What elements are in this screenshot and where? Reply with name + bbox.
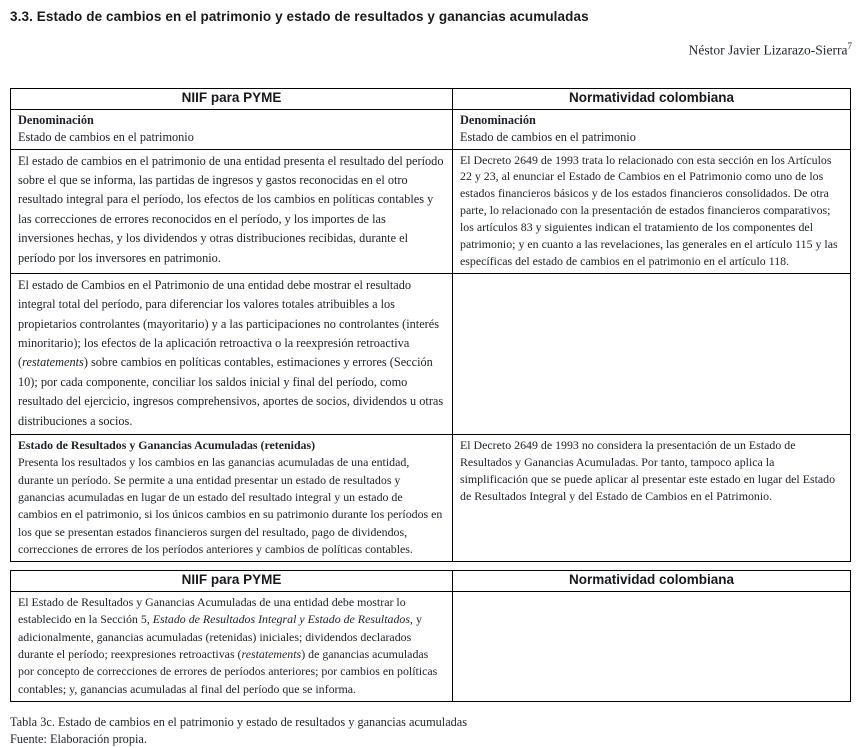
table1-row-contenido bbox=[11, 273, 851, 434]
comparison-table-1 bbox=[10, 88, 851, 563]
table1-header-niif: NIIF para PYME bbox=[11, 88, 453, 109]
author-name: Néstor Javier Lizarazo-Sierra bbox=[688, 42, 848, 58]
table2-header-niif: NIIF para PYME bbox=[11, 571, 453, 592]
table1-cell-resultados-niif bbox=[11, 435, 453, 562]
table-source: Fuente: Elaboración propia. bbox=[10, 731, 147, 746]
paragraph: El Decreto 2649 de 1993 no considera la presentación de un Estado de Resultados y Ganancias Acumuladas. Por tanto, tampoco aplica la simplificación que se puede aplicar al presentar este estado en lugar del Estado de Resultados Integral y del Estado de Cambios en el Patrimonio. bbox=[460, 438, 836, 503]
table2-cell-niif bbox=[11, 592, 453, 702]
table1-header-colombia: Normatividad colombiana bbox=[453, 88, 851, 109]
table2-header-row bbox=[11, 571, 851, 592]
comparison-table-2 bbox=[10, 570, 851, 702]
table2-cell-colombia-empty bbox=[453, 592, 851, 702]
author-byline bbox=[0, 41, 860, 59]
page-title: 3.3. Estado de cambios en el patrimonio y estado de resultados y ganancias acumuladas bbox=[10, 9, 589, 24]
resultados-heading: Estado de Resultados y Ganancias Acumuladas (retenidas) bbox=[18, 438, 316, 453]
table1-row-presentacion bbox=[11, 149, 851, 273]
table-caption-block bbox=[10, 714, 860, 748]
table1-header-row bbox=[11, 88, 851, 109]
table1-cell-presentacion-niif bbox=[11, 149, 453, 273]
paragraph: El estado de Cambios en el Patrimonio de una entidad debe mostrar el resultado integral total del período, para diferenciar los valores totales atribuibles a los propietarios controlantes (mayoritario) y a las participaciones no controlantes (interés minoritario); los efectos de la aplicación retroactiva o la reexpresión retroactiva (restatements) sobre cambios en políticas contables, estimaciones y errores (Sección 10); por cada componente, conciliar los saldos inicial y final del período, como resultado del ejercicio, ingresos comprehensivos, aportes de socios, dividendos u otras distribuciones a socios. bbox=[18, 277, 444, 428]
denominacion-label: Denominación bbox=[18, 112, 94, 127]
table1-cell-resultados-colombia bbox=[453, 435, 851, 562]
paragraph: Presenta los resultados y los cambios en las ganancias acumuladas de una entidad, durante un período. Se permite a una entidad presentar un estado de resultados y ganancias acumuladas en lugar de un estado del resultado integral y un estado de cambios en el patrimonio, si los únicos cambios en su patrimonio durante los períodos en los que se presentan estados financieros surgen del resultado, pago de dividendos, correcciones de errores de los períodos anteriores y cambios de políticas contables. bbox=[18, 455, 443, 556]
denominacion-value: Estado de cambios en el patrimonio bbox=[18, 129, 194, 144]
denominacion-label: Denominación bbox=[460, 112, 536, 127]
table2-row-resultados-ganancias bbox=[11, 592, 851, 702]
table1-cell-denominacion-colombia bbox=[453, 109, 851, 149]
paragraph: El estado de cambios en el patrimonio de una entidad presenta el resultado del período sobre el que se informa, las partidas de ingresos y gastos reconocidas en el otro resultado integral para el período, los efectos de los cambios en políticas contables y las correcciones de errores reconocidos en el período, y los importes de las inversiones hechas, y los dividendos y otras distribuciones recibidas, durante el período por los inversores en patrimonio. bbox=[18, 153, 444, 265]
author-footnote-marker: 7 bbox=[847, 41, 852, 51]
table1-cell-presentacion-colombia bbox=[453, 149, 851, 273]
table1-cell-contenido-colombia-empty bbox=[453, 273, 851, 434]
table-caption: Tabla 3c. Estado de cambios en el patrimonio y estado de resultados y ganancias acumuladas bbox=[10, 714, 468, 729]
denominacion-value: Estado de cambios en el patrimonio bbox=[460, 129, 636, 144]
table1-cell-denominacion-niif bbox=[11, 109, 453, 149]
table2-header-colombia: Normatividad colombiana bbox=[453, 571, 851, 592]
table1-row-resultados bbox=[11, 435, 851, 562]
table1-cell-contenido-niif bbox=[11, 273, 453, 434]
paragraph: El Estado de Resultados y Ganancias Acumuladas de una entidad debe mostrar lo establecido en la Sección 5, Estado de Resultados Integral y Estado de Resultados, y adicionalmente, ganancias acumuladas (retenidas) iniciales; dividendos declarados durante el período; reexpresiones retroactivas (restatements) de ganancias acumuladas por concepto de correcciones de errores de períodos anteriores; por cambios en políticas contables; y, ganancias acumuladas al final del período que se informa. bbox=[18, 595, 438, 696]
table1-row-denominacion bbox=[11, 109, 851, 149]
paragraph: El Decreto 2649 de 1993 trata lo relacionado con esta sección en los Artículos 22 y 23, al enunciar el Estado de Cambios en el Patrimonio como uno de los estados financieros básicos y de los estados financieros consolidados. De otra parte, lo relacionado con la presentación de estados financieros comparativos; los artículos 83 y siguientes indican el tratamiento de los componentes del patrimonio; y en cuanto a las revelaciones, las generales en el artículo 115 y las específicas del estado de cambios en el patrimonio en el artículo 118. bbox=[460, 152, 838, 268]
